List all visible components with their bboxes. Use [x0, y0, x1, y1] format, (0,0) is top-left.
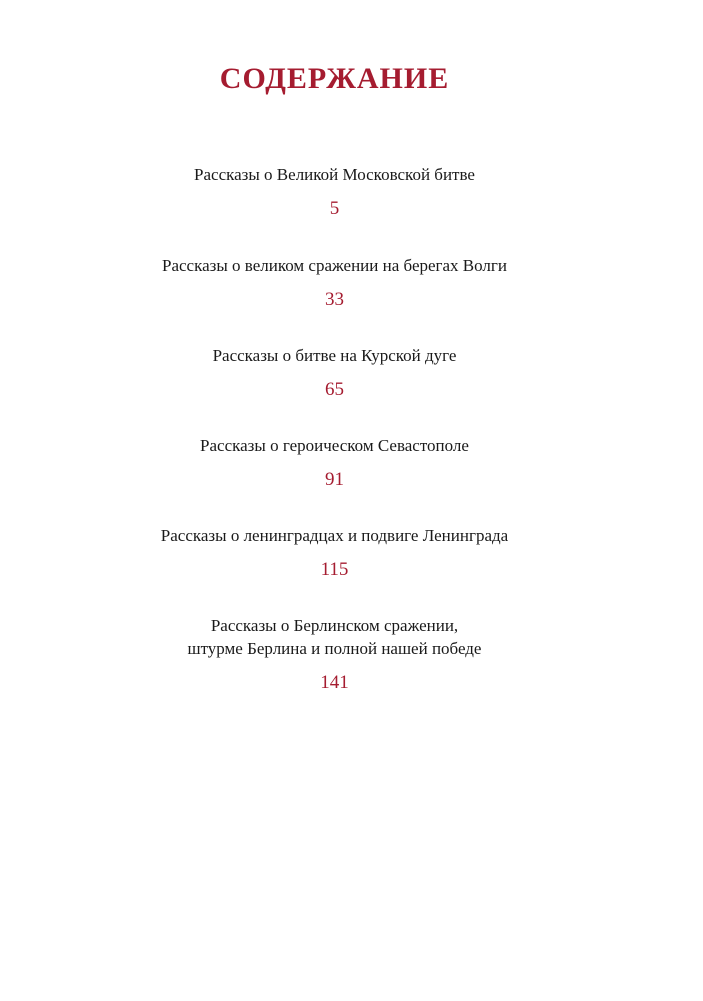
toc-entry-title-line: Рассказы о ленинградцах и подвиге Ленинграда	[160, 526, 509, 545]
toc-entry	[0, 524, 669, 581]
toc-entry	[0, 614, 669, 694]
toc-entry	[0, 163, 669, 220]
toc-entry-page-number: 115	[320, 559, 349, 580]
toc-entry-title	[0, 163, 669, 186]
toc-entry-title-line: Рассказы о великом сражении на берегах Волги	[162, 256, 507, 275]
toc-entry-title-line: Рассказы о битве на Курской дуге	[212, 346, 457, 365]
toc-entry-title-line: Рассказы о Берлинском сражении,	[210, 616, 459, 635]
toc-entry-title-line: Рассказы о героическом Севастополе	[200, 436, 469, 455]
toc-entry-title	[0, 614, 669, 660]
toc-entry	[0, 254, 669, 311]
toc-entry	[0, 434, 669, 491]
page-title: СОДЕРЖАНИЕ	[219, 62, 450, 95]
toc-entry-title	[0, 344, 669, 367]
toc-entry-title	[0, 434, 669, 457]
toc-entry-title-line: штурме Берлина и полной нашей победе	[187, 639, 482, 658]
toc-entry-page-number: 5	[329, 198, 340, 219]
toc-entry-title	[0, 254, 669, 277]
toc-entry-page-number: 91	[325, 469, 344, 490]
toc-entry-title	[0, 524, 669, 547]
toc-entry-page-number: 141	[320, 672, 349, 693]
toc-entry-page-number: 33	[325, 289, 344, 310]
toc-entry-page-number: 65	[325, 379, 344, 400]
toc-entry-title-line: Рассказы о Великой Московской битве	[194, 165, 475, 184]
toc-entry	[0, 344, 669, 401]
